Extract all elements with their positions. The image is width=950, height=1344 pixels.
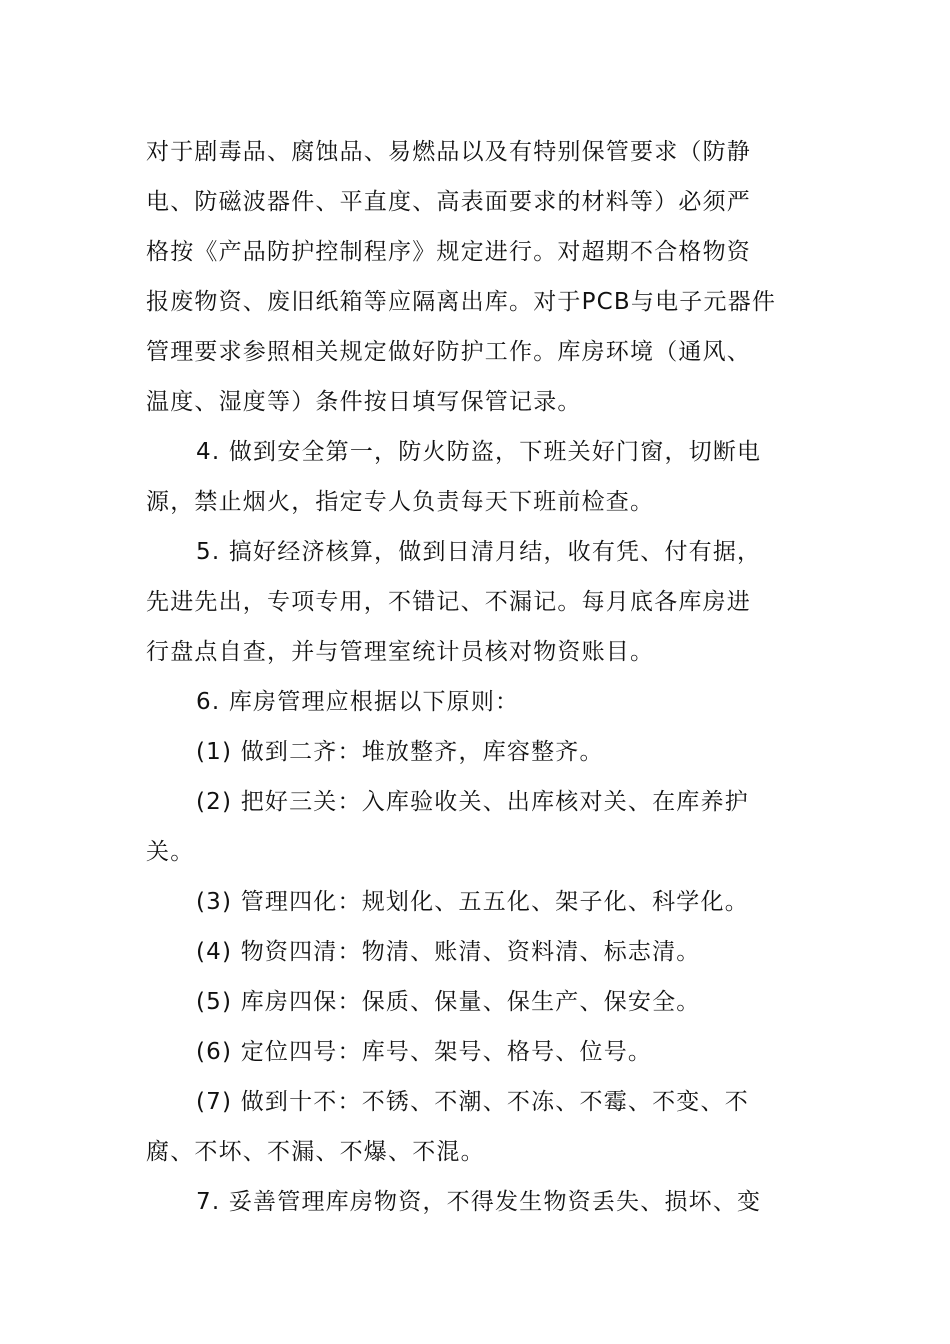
- numbered-item-7-line: 7. 妥善管理库房物资，不得发生物资丢失、损坏、变: [196, 1189, 762, 1215]
- sub-item-line: (6) 定位四号：库号、架号、格号、位号。: [196, 1039, 653, 1065]
- body-text-line: 温度、湿度等）条件按日填写保管记录。: [146, 389, 582, 415]
- sub-item-line: (4) 物资四清：物清、账清、资料清、标志清。: [196, 939, 701, 965]
- sub-item-line: (1) 做到二齐：堆放整齐，库容整齐。: [196, 739, 604, 765]
- sub-item-line: (5) 库房四保：保质、保量、保生产、保安全。: [196, 989, 701, 1015]
- body-text-line: 关。: [146, 839, 195, 865]
- sub-item-line: (2) 把好三关：入库验收关、出库核对关、在库养护: [196, 789, 749, 815]
- numbered-item-6-line: 6. 库房管理应根据以下原则：: [196, 689, 520, 715]
- sub-item-line: (7) 做到十不：不锈、不潮、不冻、不霉、不变、不: [196, 1089, 749, 1115]
- body-text-line: 行盘点自查，并与管理室统计员核对物资账目。: [146, 639, 655, 665]
- sub-item-line: (3) 管理四化：规划化、五五化、架子化、科学化。: [196, 889, 749, 915]
- body-text-line: 腐、不坏、不漏、不爆、不混。: [146, 1139, 485, 1165]
- numbered-item-4-line: 4. 做到安全第一，防火防盗，下班关好门窗，切断电: [196, 439, 762, 465]
- body-text-line: 管理要求参照相关规定做好防护工作。库房环境（通风、: [146, 339, 751, 365]
- body-text-line: 先进先出，专项专用，不错记、不漏记。每月底各库房进: [146, 589, 751, 615]
- numbered-item-5-line: 5. 搞好经济核算，做到日清月结，收有凭、付有据，: [196, 539, 762, 565]
- body-text-line: 对于剧毒品、腐蚀品、易燃品以及有特别保管要求（防静: [146, 139, 751, 165]
- body-text-line: 报废物资、废旧纸箱等应隔离出库。对于PCB与电子元器件: [146, 289, 777, 315]
- body-text-line: 电、防磁波器件、平直度、高表面要求的材料等）必须严: [146, 189, 751, 215]
- body-text-line: 源，禁止烟火，指定专人负责每天下班前检查。: [146, 489, 655, 515]
- body-text-line: 格按《产品防护控制程序》规定进行。对超期不合格物资: [146, 239, 751, 265]
